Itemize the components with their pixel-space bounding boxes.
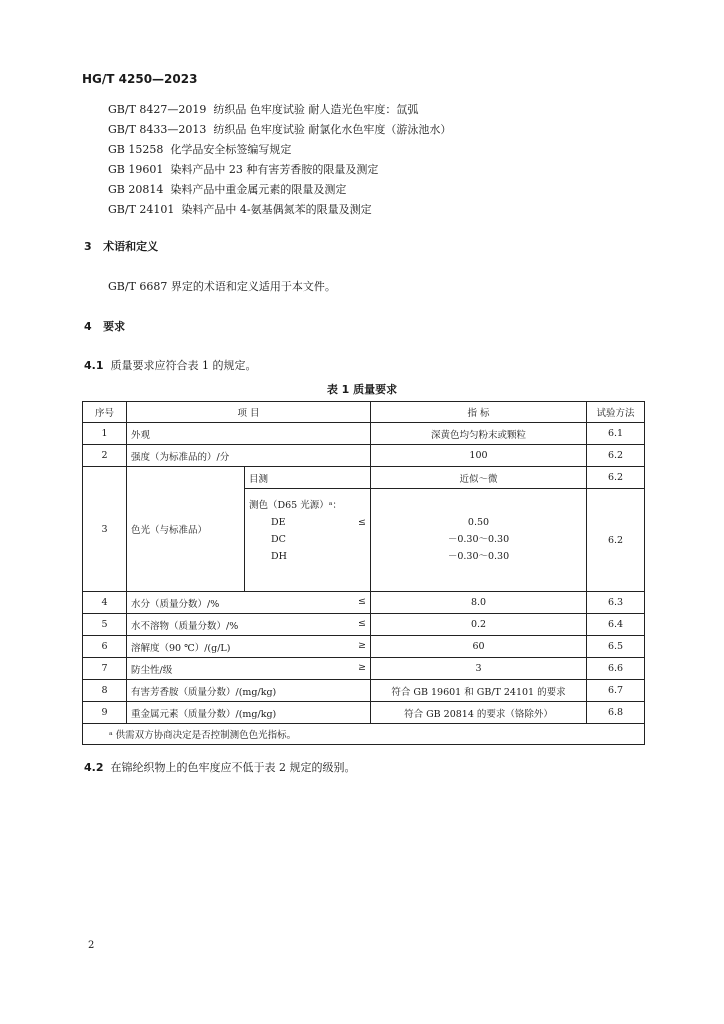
row-method: 6.3 bbox=[587, 592, 645, 614]
row-value: 符合 GB 19601 和 GB/T 24101 的要求 bbox=[371, 680, 587, 702]
row-no: 3 bbox=[83, 467, 127, 592]
table-row bbox=[83, 614, 645, 636]
section-3-heading: 3 术语和定义 bbox=[84, 240, 159, 253]
table-row-shade-visual bbox=[83, 467, 645, 489]
clause-4-2: 4.2 在锦纶织物上的色牢度应不低于表 2 规定的级别。 bbox=[84, 761, 356, 774]
dc-label: DC bbox=[271, 534, 286, 545]
ge-symbol: ≥ bbox=[358, 639, 366, 651]
row-value: 0.2 bbox=[371, 614, 587, 636]
row-no: 4 bbox=[83, 592, 127, 614]
table-row bbox=[83, 592, 645, 614]
row-no: 5 bbox=[83, 614, 127, 636]
reference-3: GB 15258 化学品安全标签编写规定 bbox=[108, 143, 292, 156]
row-item: 水分（质量分数）/% ≤ bbox=[127, 592, 371, 614]
row-item: 重金属元素（质量分数）/(mg/kg) bbox=[127, 702, 371, 724]
header-index: 指 标 bbox=[371, 402, 587, 423]
row-no: 9 bbox=[83, 702, 127, 724]
row-item: 强度（为标准品的）/分 bbox=[127, 445, 371, 467]
reference-5: GB 20814 染料产品中重金属元素的限量及测定 bbox=[108, 183, 347, 196]
reference-2: GB/T 8433—2013 纺织品 色牢度试验 耐氯化水色牢度（游泳池水） bbox=[108, 123, 452, 136]
table-caption: 表 1 质量要求 bbox=[326, 383, 398, 396]
shade-instrumental-values bbox=[371, 489, 587, 592]
quality-requirements-table bbox=[82, 401, 645, 745]
table-row bbox=[83, 636, 645, 658]
row-method: 6.4 bbox=[587, 614, 645, 636]
de-line: DE ≤ bbox=[249, 514, 366, 531]
page-number: 2 bbox=[88, 940, 95, 951]
table-row bbox=[83, 658, 645, 680]
row-item: 有害芳香胺（质量分数）/(mg/kg) bbox=[127, 680, 371, 702]
table-footnote: ᵃ 供需双方协商决定是否控制测色色光指标。 bbox=[83, 724, 645, 745]
row-value: 深黄色均匀粉末或颗粒 bbox=[371, 423, 587, 445]
row-value: 8.0 bbox=[371, 592, 587, 614]
row-value: 符合 GB 20814 的要求（铬除外） bbox=[371, 702, 587, 724]
row-item: 溶解度（90 ℃）/(g/L) ≥ bbox=[127, 636, 371, 658]
row-value: 100 bbox=[371, 445, 587, 467]
header-method: 试验方法 bbox=[587, 402, 645, 423]
row-method: 6.2 bbox=[587, 445, 645, 467]
row-method: 6.6 bbox=[587, 658, 645, 680]
row-item: 水不溶物（质量分数）/% ≤ bbox=[127, 614, 371, 636]
shade-visual-method: 6.2 bbox=[587, 467, 645, 489]
de-value: 0.50 bbox=[467, 517, 490, 528]
row-method: 6.1 bbox=[587, 423, 645, 445]
table-row bbox=[83, 702, 645, 724]
row-method: 6.8 bbox=[587, 702, 645, 724]
table-row bbox=[83, 423, 645, 445]
ge-symbol: ≥ bbox=[358, 661, 366, 673]
section-3-text: GB/T 6687 界定的术语和定义适用于本文件。 bbox=[108, 280, 336, 293]
dc-value: －0.30～0.30 bbox=[447, 534, 510, 545]
dh-value: －0.30～0.30 bbox=[447, 551, 510, 562]
row-no: 2 bbox=[83, 445, 127, 467]
dh-label: DH bbox=[271, 551, 287, 562]
header-item: 项 目 bbox=[127, 402, 371, 423]
row-method: 6.5 bbox=[587, 636, 645, 658]
row-no: 8 bbox=[83, 680, 127, 702]
le-symbol: ≤ bbox=[358, 617, 366, 629]
row-value: 60 bbox=[371, 636, 587, 658]
shade-instrumental-method: 6.2 bbox=[587, 489, 645, 592]
shade-instrumental-cell bbox=[245, 489, 371, 592]
shade-instrumental-label: 测色（D65 光源）ᵃ： bbox=[249, 500, 342, 511]
row-no: 7 bbox=[83, 658, 127, 680]
clause-4-1: 4.1 质量要求应符合表 1 的规定。 bbox=[84, 359, 257, 372]
section-4-heading: 4 要求 bbox=[84, 320, 126, 333]
le-symbol: ≤ bbox=[358, 595, 366, 607]
table-row bbox=[83, 445, 645, 467]
row-no: 1 bbox=[83, 423, 127, 445]
le-symbol: ≤ bbox=[358, 517, 366, 528]
header-no: 序号 bbox=[83, 402, 127, 423]
shade-visual-value: 近似～微 bbox=[371, 467, 587, 489]
row-method: 6.7 bbox=[587, 680, 645, 702]
row-value: 3 bbox=[371, 658, 587, 680]
reference-1: GB/T 8427—2019 纺织品 色牢度试验 耐人造光色牢度：氙弧 bbox=[108, 103, 419, 116]
row-item: 外观 bbox=[127, 423, 371, 445]
row-no: 6 bbox=[83, 636, 127, 658]
table-footnote-row bbox=[83, 724, 645, 745]
row-item: 色光（与标准品） bbox=[127, 467, 245, 592]
reference-6: GB/T 24101 染料产品中 4-氨基偶氮苯的限量及测定 bbox=[108, 203, 372, 216]
row-item: 防尘性/级 ≥ bbox=[127, 658, 371, 680]
shade-visual-label: 目测 bbox=[245, 467, 371, 489]
reference-4: GB 19601 染料产品中 23 种有害芳香胺的限量及测定 bbox=[108, 163, 379, 176]
document-header: HG/T 4250—2023 bbox=[82, 72, 198, 86]
table-row bbox=[83, 680, 645, 702]
table-header-row bbox=[83, 402, 645, 423]
